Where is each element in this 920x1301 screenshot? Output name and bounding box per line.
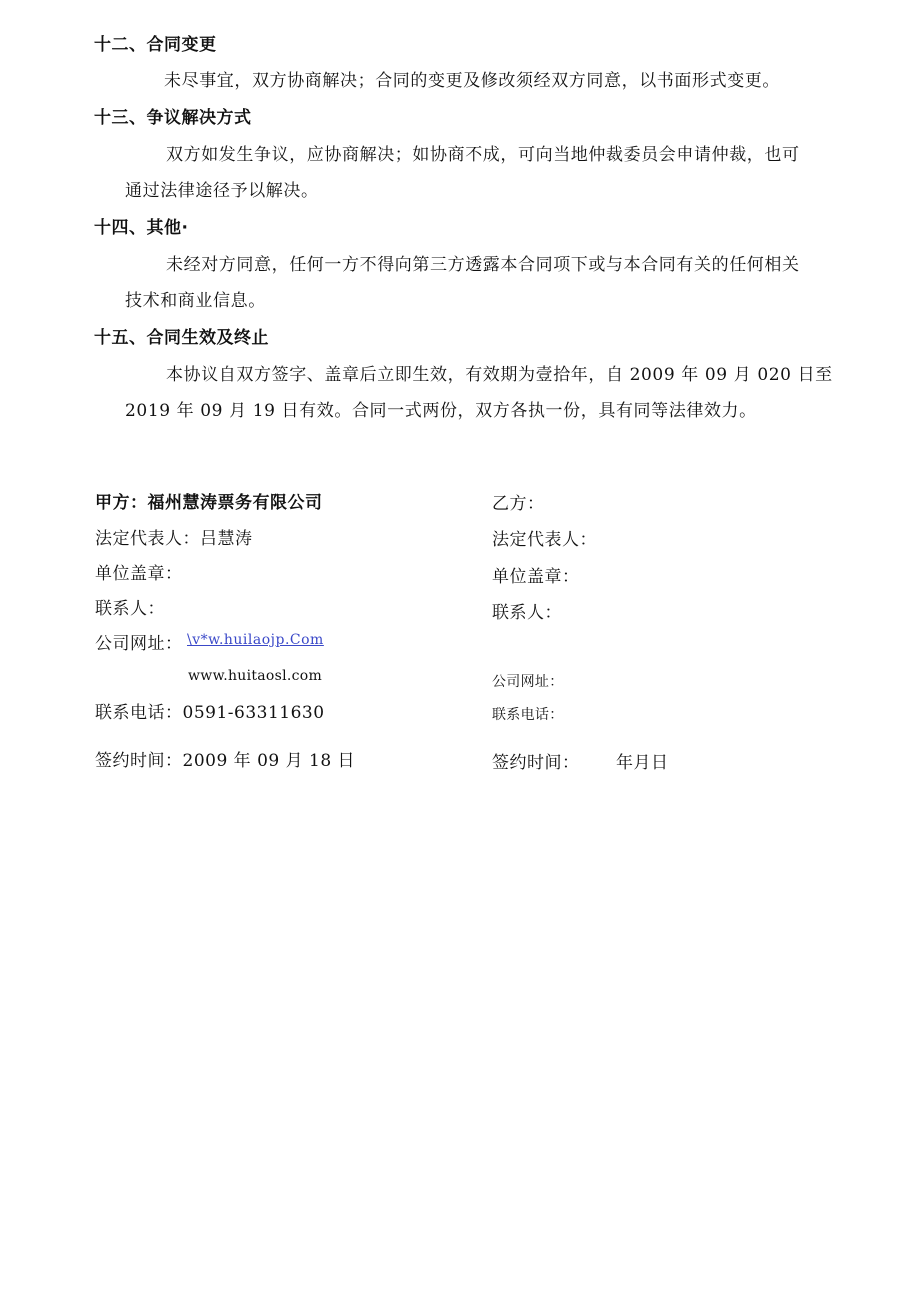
party-a-sign-date: 签约时间：2009 年 09 月 18 日 — [95, 751, 356, 771]
party-a-website-label: 公司网址： — [95, 634, 183, 654]
party-a-contact: 联系人： — [95, 599, 165, 619]
party-a-website-2: www.huitaosl.com — [188, 668, 323, 684]
section-13-line-1: 双方如发生争议，应协商解决；如协商不成，可向当地仲裁委员会申请仲裁，也可 — [166, 145, 800, 165]
section-14-line-2: 技术和商业信息。 — [125, 291, 266, 311]
party-a-phone: 联系电话：0591-63311630 — [95, 703, 325, 723]
party-b-sign-date-label: 签约时间： — [492, 753, 580, 773]
section-13-heading: 十三、争议解决方式 — [94, 108, 252, 128]
section-13-line-2: 通过法律途径予以解决。 — [125, 181, 319, 201]
party-b-sign-date-value: 年月日 — [616, 753, 669, 773]
party-a-name: 甲方：福州慧涛票务有限公司 — [95, 493, 323, 513]
party-a-website-link[interactable]: \v*w.huilaojp.Com — [187, 632, 324, 648]
party-b-website: 公司网址： — [492, 674, 564, 690]
section-14-heading: 十四、其他· — [94, 218, 189, 238]
section-15-line-1: 本协议自双方签字、盖章后立即生效，有效期为壹拾年，自 2009 年 09 月 020 日至 — [166, 365, 833, 385]
section-12-line-1: 未尽事宜，双方协商解决；合同的变更及修改须经双方同意，以书面形式变更。 — [164, 71, 780, 91]
section-15-heading: 十五、合同生效及终止 — [94, 328, 269, 348]
party-a-seal: 单位盖章： — [95, 564, 183, 584]
party-a-legal-rep: 法定代表人：吕慧涛 — [95, 529, 253, 549]
section-15-line-2: 2019 年 09 月 19 日有效。合同一式两份，双方各执一份，具有同等法律效力。 — [125, 401, 757, 421]
section-14-line-1: 未经对方同意，任何一方不得向第三方透露本合同项下或与本合同有关的任何相关 — [166, 255, 800, 275]
party-b-name: 乙方： — [492, 494, 545, 514]
party-b-contact: 联系人： — [492, 603, 562, 623]
party-b-seal: 单位盖章： — [492, 567, 580, 587]
party-b-legal-rep: 法定代表人： — [492, 530, 597, 550]
party-b-phone: 联系电话： — [492, 707, 564, 723]
section-12-heading: 十二、合同变更 — [94, 35, 217, 55]
